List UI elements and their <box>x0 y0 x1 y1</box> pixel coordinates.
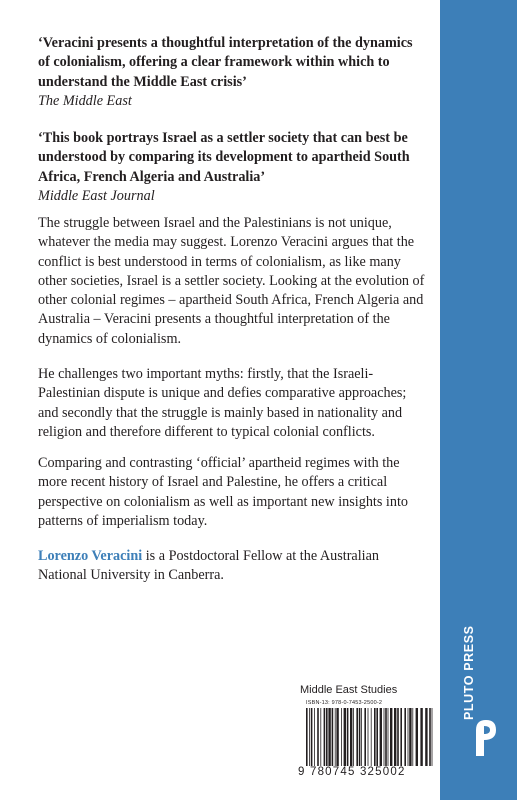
barcode-bar <box>364 708 366 766</box>
quote-1-source: The Middle East <box>38 92 132 109</box>
barcode-bar <box>416 708 418 766</box>
barcode-bar <box>341 708 342 766</box>
barcode-bar <box>412 708 413 766</box>
barcode-bar <box>317 708 319 766</box>
barcode-bar <box>356 708 358 766</box>
barcode-bar <box>335 708 336 766</box>
barcode-bar <box>376 708 378 766</box>
barcode-bar <box>388 708 389 766</box>
quote-2-source: Middle East Journal <box>38 187 155 204</box>
barcode-bars <box>306 708 434 766</box>
barcode-bar <box>420 708 422 766</box>
barcode-bar <box>409 708 411 766</box>
barcode <box>296 698 436 782</box>
barcode-bar <box>425 708 427 766</box>
author-bio <box>38 547 426 586</box>
barcode-bar <box>359 708 361 766</box>
barcode-bar <box>394 708 396 766</box>
barcode-bar <box>408 708 409 766</box>
barcode-bar <box>320 708 321 766</box>
isbn-digits: 9 780745 325002 <box>298 766 406 778</box>
quote-1: ‘Veracini presents a thoughtful interpretation of the dynamics of colonialism, offering a clear framework within which to understand the Middle East crisis’ The Middle East <box>38 34 426 111</box>
barcode-bar <box>380 708 382 766</box>
author-name: Lorenzo Veracini <box>38 548 143 564</box>
barcode-bar <box>374 708 376 766</box>
blurb-paragraph-1: The struggle between Israel and the Palestinians is not unique, whatever the media may suggest. Lorenzo Veracini argues that the conflict is best understood in terms of colonialism, as like many other societies, Israel is a settler society. Looking at the evolution of other colonial regimes – apartheid South Africa, French Algeria and Australia – Veracini presents a thoughtful interpretation of the dynamics of colonialism. <box>38 215 425 347</box>
spine <box>440 0 517 800</box>
barcode-bar <box>404 708 406 766</box>
barcode-bar <box>309 708 310 766</box>
barcode-bar <box>350 708 352 766</box>
barcode-bar <box>328 708 330 766</box>
barcode-bar <box>400 708 402 766</box>
barcode-bar <box>385 708 387 766</box>
barcode-bar <box>332 708 334 766</box>
barcode-bar <box>361 708 362 766</box>
barcode-bar <box>432 708 433 766</box>
blurb-paragraph-2: He challenges two important myths: firstly, that the Israeli-Palestinian dispute is unique and defies comparative approaches; and secondly that the struggle is mainly based in nationality and religion and therefore different to typical colonial conflicts. <box>38 366 407 440</box>
barcode-bar <box>344 708 346 766</box>
blurb-paragraph-3: Comparing and contrasting ‘official’ apartheid regimes with the more recent history of Israel and Palestine, he offers a critical perspective on colonialism as well as important new insights into patterns of imperialism today. <box>38 455 408 529</box>
barcode-bar <box>311 708 313 766</box>
barcode-bar <box>371 708 372 766</box>
barcode-bar <box>314 708 315 766</box>
quote-2: ‘This book portrays Israel as a settler society that can best be understood by comparing its development to apartheid South Africa, French Algeria and Australia’ Middle East Journal <box>38 129 426 206</box>
series-label: Middle East Studies <box>300 684 398 696</box>
pluto-logo-icon <box>470 716 502 758</box>
barcode-bar <box>306 708 308 766</box>
barcode-bar <box>347 708 349 766</box>
barcode-bar <box>384 708 385 766</box>
barcode-bar <box>429 708 431 766</box>
barcode-bar <box>324 708 326 766</box>
barcode-bar <box>336 708 338 766</box>
author-bio-text: is a Postdoctoral Fellow at the Australian National University in Canberra. <box>38 548 379 584</box>
barcode-bar <box>353 708 354 766</box>
barcode-bar <box>368 708 369 766</box>
isbn-label: ISBN-13: 978-0-7453-2500-2 <box>306 700 383 706</box>
barcode-bar <box>390 708 392 766</box>
barcode-bar <box>397 708 399 766</box>
barcode-bar <box>326 708 328 766</box>
